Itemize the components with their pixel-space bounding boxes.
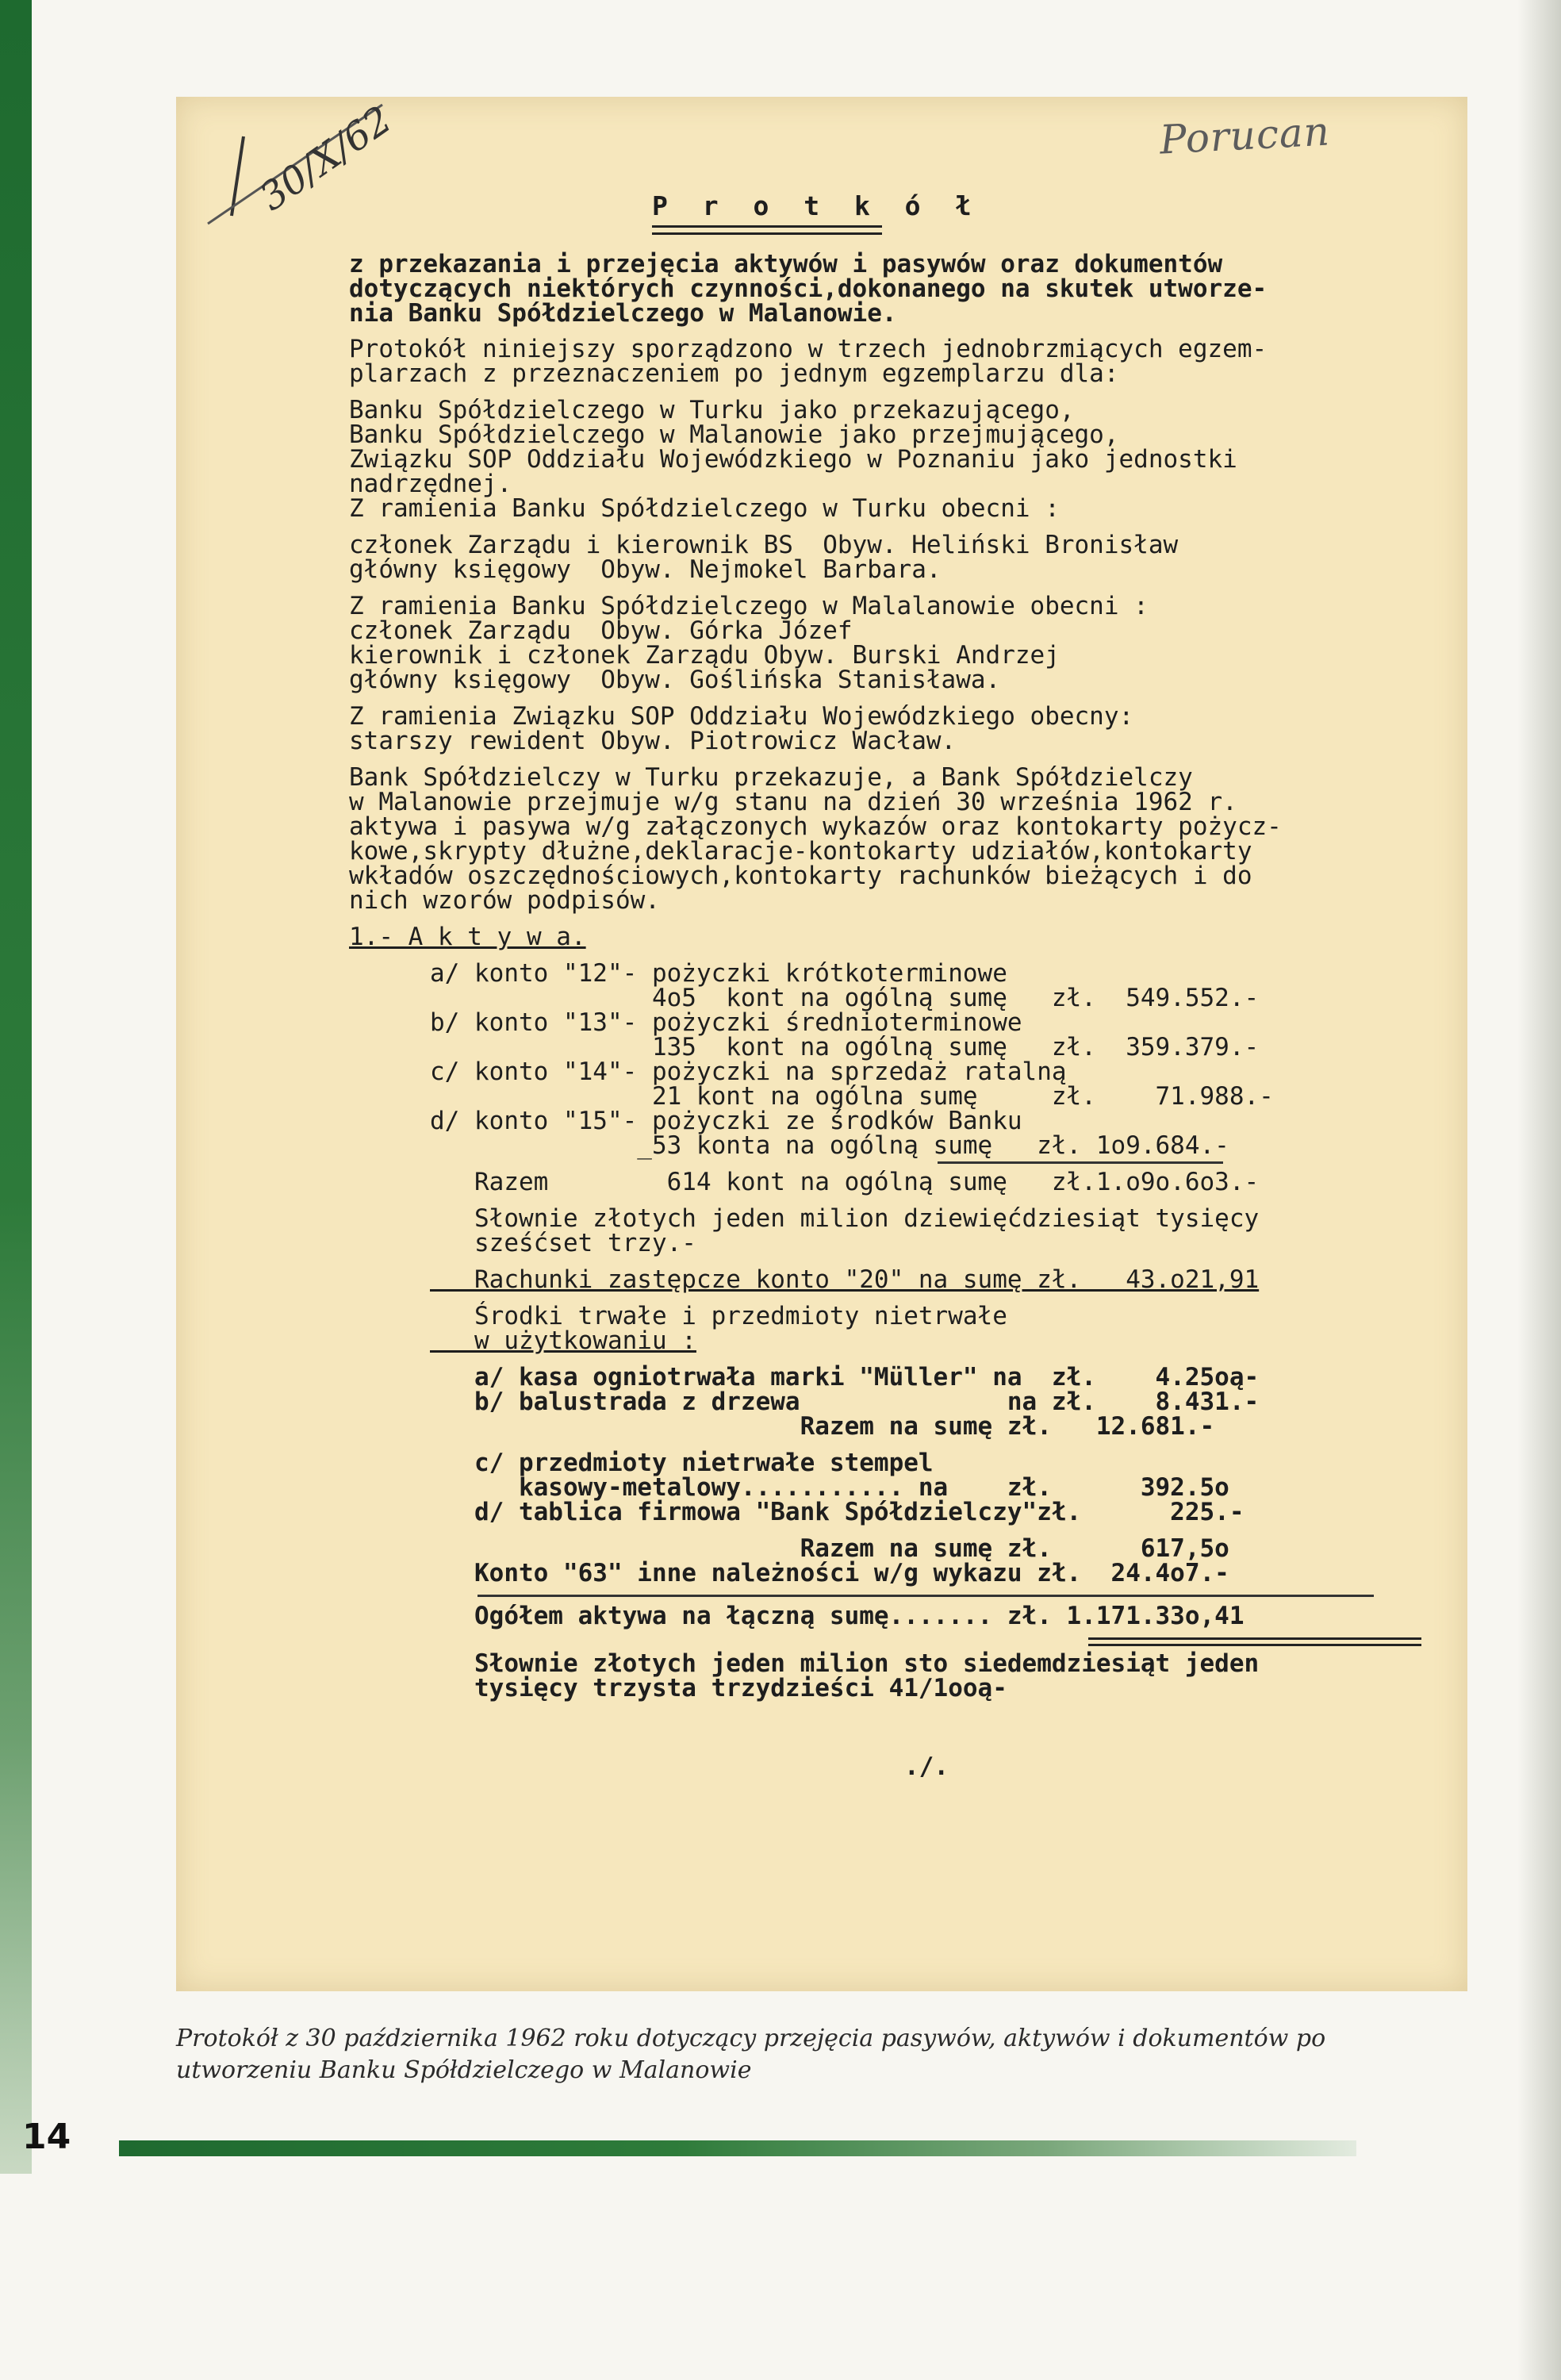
end-mark: ./. [904,1752,949,1781]
aktywa-line: 135 kont na ogólną sumę zł. 359.379.- [430,1033,1260,1061]
body-line: członek Zarządu i kierownik BS Obyw. Heliński Bronisław [349,531,1179,559]
footer-accent-bar [119,2140,1356,2156]
scanned-document [176,97,1467,1991]
aktywa-line: _53 konta na ogólną sumę zł. 1o9.684.- [430,1131,1229,1160]
document-title: P r o t k ó ł [652,190,981,221]
corner-note-text: 30/X/62 [251,97,400,220]
aktywa-line: Słownie złotych jeden milion sto siedemdziesiąt jeden [430,1649,1260,1678]
body-line: Bank Spółdzielczy w Turku przekazuje, a Bank Spółdzielczy [349,763,1193,792]
aktywa-line: Słownie złotych jeden milion dziewięćdziesiąt tysięcy [430,1204,1260,1233]
body-line: Z ramienia Związku SOP Oddziału Wojewódzkiego obecny: [349,702,1134,731]
aktywa-line: 4o5 kont na ogólną sumę zł. 549.552.- [430,984,1260,1012]
body-line: główny księgowy Obyw. Nejmokel Barbara. [349,555,942,584]
document-text [176,97,1467,1991]
body-line: kowe,skrypty dłużne,deklaracje-kontokarty udziałów,kontokarty [349,837,1252,866]
grand-total-double-underline [1088,1637,1421,1646]
intro-line: dotyczących niektórych czynności,dokonanego na skutek utworze- [349,274,1268,303]
body-line: Banku Spółdzielczego w Malanowie jako przejmującego, [349,420,1119,449]
page-gutter-shadow [1517,0,1561,2380]
image-caption: Protokół z 30 października 1962 roku dotyczący przejęcia pasywów, aktywów i dokumentów po utworzeniu Banku Spółdzielczego w Malanowie [176,2025,1326,2084]
aktywa-line: Razem na sumę zł. 12.681.- [430,1412,1215,1441]
aktywa-line: tysięcy trzysta trzydzieści 41/1ooą- [430,1674,1007,1702]
aktywa-line: c/ konto "14"- pożyczki na sprzedaż ratalną [430,1058,1067,1086]
handwritten-corner-note [208,97,400,224]
body-line: aktywa i pasywa w/g załączonych wykazów oraz kontokarty pożycz- [349,812,1282,841]
aktywa-line: Środki trwałe i przedmioty nietrwałe [430,1302,1007,1330]
intro-line: z przekazania i przejęcia aktywów i pasywów oraz dokumentów [349,250,1223,278]
aktywa-line: kasowy-metalowy........... na zł. 392.5o [430,1473,1229,1502]
sum-underline [938,1161,1223,1164]
body-line: Z ramienia Banku Spółdzielczego w Malalanowie obecni : [349,592,1149,620]
body-line: Z ramienia Banku Spółdzielczego w Turku obecni : [349,494,1060,523]
aktywa-line: Razem na sumę zł. 617,5o [430,1534,1229,1563]
body-line: nich wzorów podpisów. [349,886,660,915]
body-line: Banku Spółdzielczego w Turku jako przekazującego, [349,396,1075,424]
body-line: Protokół niniejszy sporządzono w trzech jednobrzmiących egzem- [349,335,1268,363]
intro-line: nia Banku Spółdzielczego w Malanowie. [349,299,897,328]
aktywa-line: d/ konto "15"- pożyczki ze środków Banku [430,1107,1022,1135]
body-line: nadrzędnej. [349,470,512,498]
body-line: wkładów oszczędnościowych,kontokarty rachunków bieżących i do [349,862,1252,890]
title-double-underline [652,225,882,235]
grand-total-line: Ogółem aktywa na łączną sumę....... zł. 1.171.33o,41 [430,1602,1245,1630]
aktywa-line: Konto "63" inne należności w/g wykazu zł. 24.4o7.- [430,1559,1229,1587]
grand-total-rule [478,1595,1374,1597]
aktywa-line: c/ przedmioty nietrwałe stempel [430,1449,934,1477]
aktywa-line: a/ konto "12"- pożyczki krótkoterminowe [430,959,1007,988]
left-accent-bar [0,0,32,2174]
aktywa-line: 21 kont na ogólna sumę zł. 71.988.- [430,1082,1274,1111]
body-line: główny księgowy Obyw. Goślińska Stanisława. [349,666,1001,694]
aktywa-line: a/ kasa ogniotrwała marki "Müller" na zł. 4.25oą- [430,1363,1260,1392]
aktywa-line: Rachunki zastępcze konto "20" na sumę zł. 43.o21,91 [430,1265,1260,1294]
page-number: 14 [22,2117,71,2157]
aktywa-line: b/ konto "13"- pożyczki średnioterminowe [430,1008,1022,1037]
body-line: członek Zarządu Obyw. Górka Józef [349,616,853,645]
aktywa-line: b/ balustrada z drzewa na zł. 8.431.- [430,1388,1260,1416]
body-line: kierownik i członek Zarządu Obyw. Burski Andrzej [349,641,1060,670]
body-line: plarzach z przeznaczeniem po jednym egzemplarzu dla: [349,359,1119,388]
aktywa-line: d/ tablica firmowa "Bank Spółdzielczy"zł. 225.- [430,1498,1245,1526]
body-line: Związku SOP Oddziału Wojewódzkiego w Poznaniu jako jednostki [349,445,1237,474]
body-line: starszy rewident Obyw. Piotrowicz Wacław. [349,727,957,755]
body-line: w Malanowie przejmuje w/g stanu na dzień 30 września 1962 r. [349,788,1237,816]
handwritten-signature: Porucan [1158,108,1332,163]
section-heading-aktywa: 1.- A k t y w a. [349,923,586,951]
aktywa-line: w użytkowaniu : [430,1326,696,1355]
aktywa-line: sześćset trzy.- [430,1229,696,1257]
aktywa-total-line: Razem 614 kont na ogólną sumę zł.1.o9o.6o3.- [430,1168,1260,1196]
